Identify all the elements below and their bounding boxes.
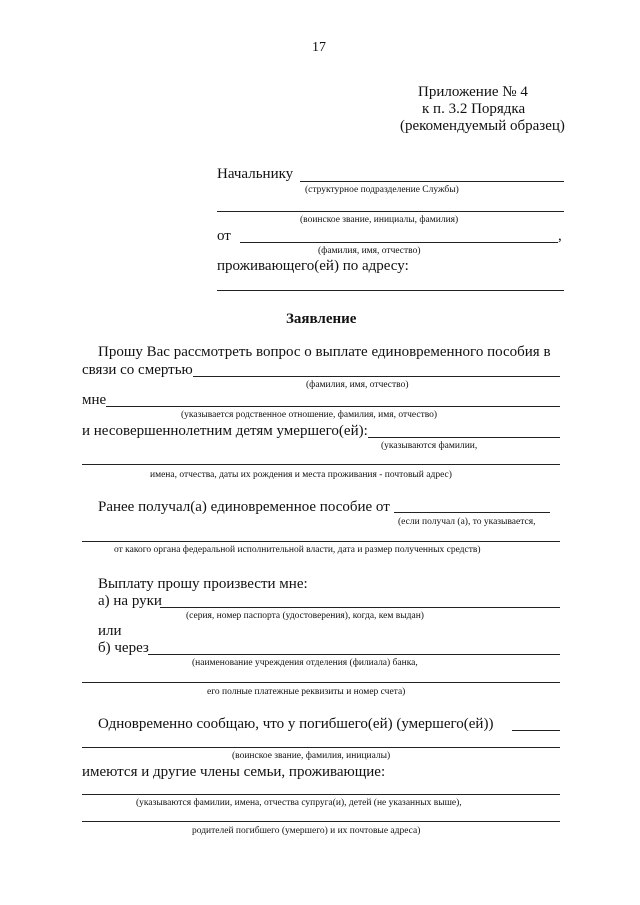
address-label: проживающего(ей) по адресу: (217, 258, 409, 274)
family-field[interactable] (82, 794, 560, 795)
family-label: имеются и другие члены семьи, проживающие: (82, 764, 386, 780)
appendix-number: Приложение № 4 (418, 84, 528, 100)
hint-children1: (указываются фамилии, (381, 441, 478, 451)
cash-label: а) на руки (98, 593, 162, 609)
hint-rank2: (воинское звание, фамилия, инициалы) (232, 751, 391, 761)
children-field[interactable] (368, 437, 560, 438)
payment-label: Выплату прошу произвести мне: (98, 576, 308, 592)
bank-field[interactable] (148, 654, 560, 655)
deceased-name-field[interactable] (193, 376, 560, 377)
address-field[interactable] (217, 290, 564, 291)
bank-label: б) через (98, 640, 149, 656)
document-title: Заявление (286, 311, 357, 327)
relation-field[interactable] (106, 406, 560, 407)
hint-bank2: его полные платежные реквизиты и номер счета) (207, 687, 406, 697)
children-field-2[interactable] (82, 464, 560, 465)
to-label: Начальнику (217, 166, 294, 182)
hint-fio: (фамилия, имя, отчество) (318, 246, 421, 256)
hint-deceased: (фамилия, имя, отчество) (306, 380, 409, 390)
passport-field[interactable] (160, 607, 560, 608)
previous-field[interactable] (394, 512, 550, 513)
appendix-note: (рекомендуемый образец) (400, 118, 565, 134)
previous-field-2[interactable] (82, 541, 560, 542)
hint-previous2: от какого органа федеральной исполнительной власти, дата и размер полученных средств) (114, 545, 481, 555)
or-label: или (98, 623, 122, 639)
hint-children2: имена, отчества, даты их рождения и места проживания - почтовый адрес) (150, 470, 452, 480)
page-number: 17 (312, 40, 326, 55)
hint-relation: (указывается родственное отношение, фамилия, имя, отчество) (181, 410, 438, 420)
hint-rank: (воинское звание, инициалы, фамилия) (300, 215, 459, 225)
hint-family1: (указываются фамилии, имена, отчества супруга(и), детей (не указанных выше), (136, 798, 462, 808)
hint-family2: родителей погибшего (умершего) и их почтовые адреса) (192, 826, 421, 836)
me-label: мне (82, 392, 107, 408)
to-unit-field[interactable] (300, 181, 564, 182)
also-label: Одновременно сообщаю, что у погибшего(ей) (умершего(ей)) (98, 716, 494, 732)
from-name-field[interactable] (240, 242, 558, 243)
bank-field-2[interactable] (82, 682, 560, 683)
hint-unit: (структурное подразделение Службы) (305, 185, 459, 195)
from-label: от (217, 228, 231, 244)
deceased-short-field[interactable] (512, 730, 560, 731)
hint-previous1: (если получал (а), то указывается, (398, 517, 536, 527)
request-line1: Прошу Вас рассмотреть вопрос о выплате единовременного пособия в (98, 344, 551, 360)
appendix-reference: к п. 3.2 Порядка (422, 101, 526, 117)
family-field-2[interactable] (82, 821, 560, 822)
request-line2: связи со смертью (82, 362, 193, 378)
to-rank-field[interactable] (217, 211, 564, 212)
previous-label: Ранее получал(а) единовременное пособие от (98, 499, 390, 515)
from-comma: , (558, 228, 562, 244)
deceased-rank-field[interactable] (82, 747, 560, 748)
hint-passport: (серия, номер паспорта (удостоверения), когда, кем выдан) (186, 611, 424, 621)
hint-bank1: (наименование учреждения отделения (филиала) банка, (192, 658, 418, 668)
children-label: и несовершеннолетним детям умершего(ей): (82, 423, 368, 439)
